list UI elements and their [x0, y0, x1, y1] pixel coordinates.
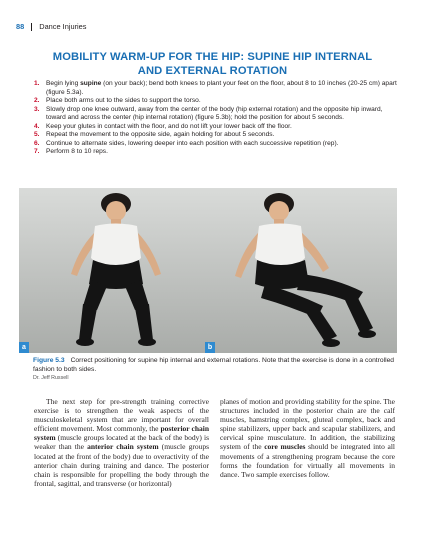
step-text: Repeat the movement to the opposite side, again holding for about 5 seconds. [46, 131, 275, 138]
exercise-title [40, 50, 385, 78]
running-head-divider [31, 23, 32, 31]
body-text: The next step for pre-strength training corrective exercise is to strengthen the weak aspects of the musculoskeletal system that are important for overall efficient movement. Most commonly, the [34, 397, 209, 434]
key-term: core muscles [264, 442, 306, 452]
step-text: Keep your glutes in contact with the floor, and do not lift your lower back off the floor. [46, 122, 292, 130]
figure-photo-a [19, 188, 211, 353]
step-item [34, 123, 402, 132]
step-term: supine [80, 80, 102, 87]
key-term: anterior chain system [87, 442, 159, 452]
body-text: (muscle groups located at the front of the body) due to overactivity of the anterior chain during training and dance. The posterior chain is responsible for propelling the body through the frontal, sagittal, and transverse (or horizontal) [34, 442, 209, 488]
step-text: Begin lying [46, 80, 81, 87]
step-text: Continue to alternate sides, lowering deeper into each position with each successive repetition (rep). [46, 139, 339, 147]
step-number: 3. [34, 105, 40, 113]
body-paragraph [34, 397, 209, 488]
step-item [34, 131, 402, 140]
step-text: Perform 8 to 10 reps. [46, 148, 108, 155]
body-column-right [220, 397, 395, 479]
step-number: 2. [34, 97, 40, 104]
step-item [34, 140, 402, 149]
figure-caption-text: Correct positioning for supine hip internal and external rotations. Note that the exercise is done in a controlled fashion to both sides. [33, 357, 395, 373]
body-column-left [34, 397, 209, 488]
running-title: Dance Injuries [39, 22, 87, 31]
page-number: 88 [16, 22, 25, 31]
step-item [34, 80, 402, 97]
body-text: (muscle groups located at the back of the body) is weaker than the [34, 433, 209, 452]
step-item [34, 106, 402, 123]
running-head [16, 22, 86, 31]
figure-caption-label: Figure 5.3 [33, 357, 65, 364]
exercise-title-line1: MOBILITY WARM-UP FOR THE HIP: SUPINE HIP INTERNAL [52, 51, 373, 63]
step-number: 5. [34, 131, 40, 138]
figure-label-a: a [19, 342, 29, 353]
photo-b-illustration [205, 188, 397, 353]
exercise-steps [34, 80, 402, 157]
step-text: Slowly drop one knee outward, away from the center of the body (hip external rotation) and the opposite hip inward, toward and across the center (hip internal rotation) (figure 5.3b); hold the position for about 5 seconds. [46, 105, 383, 121]
body-text: should be integrated into all movements of a strengthening program because the core forms the foundation for virtually all movements in dance. Two sample exercises follow. [220, 442, 395, 479]
step-text: (on your back); bend both knees to plant your feet on the floor, about 8 to 10 inches (20-25 cm) apart (figure 5.3a). [46, 80, 397, 96]
photo-credit: Dr. Jeff Russell [33, 375, 69, 381]
step-number: 4. [34, 122, 40, 130]
figure-caption [33, 357, 395, 374]
key-term: posterior chain system [34, 424, 210, 443]
step-item [34, 148, 402, 157]
step-number: 7. [34, 148, 40, 155]
figure-photo-b [205, 188, 397, 353]
step-number: 1. [34, 80, 40, 87]
step-item [34, 97, 402, 106]
step-text: Place both arms out to the sides to support the torso. [46, 97, 201, 104]
photo-a-illustration [19, 188, 211, 353]
step-number: 6. [34, 139, 40, 147]
exercise-title-line2: AND EXTERNAL ROTATION [137, 65, 288, 77]
body-text: planes of motion and providing stability for the spine. The structures included in the posterior chain are the calf muscles, hamstring complex, gluteal complex, back and spine stabilizers, upper back and scapular stabilizers, and cervical spine musculature. In addition, the stabilizing system of the [220, 397, 395, 452]
figure-label-b: b [205, 342, 215, 353]
body-paragraph [220, 397, 395, 479]
